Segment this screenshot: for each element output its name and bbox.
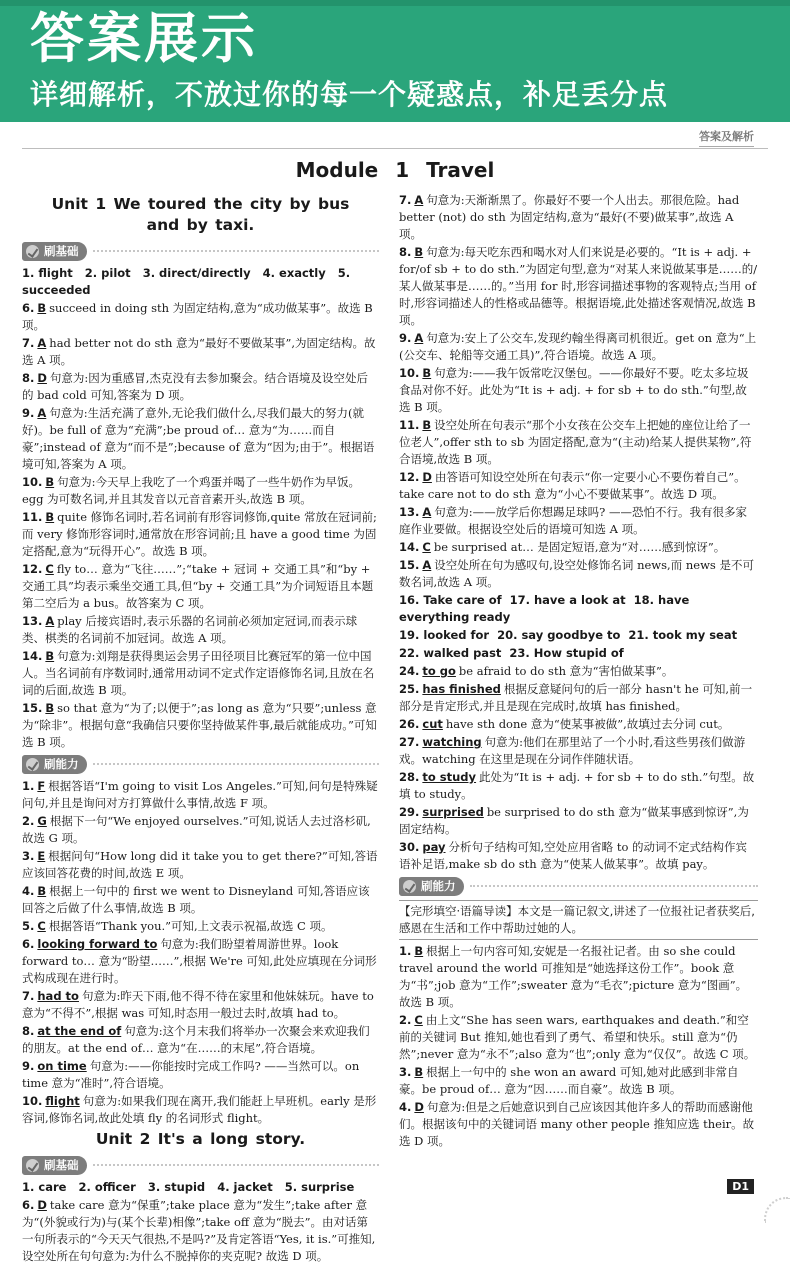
ability-badge: 刷能力 — [22, 755, 87, 774]
item-number: 4. — [22, 884, 35, 898]
item-answer: B — [414, 1065, 424, 1079]
unit1-title-line1: Unit 1 We toured the city by bus — [51, 195, 350, 213]
item-explanation: 句意为:但是之后她意识到自己应该因其他许多人的帮助而感谢他们。根据该句中的关键词语 many other people 推知应选 their。故选 D 项。 — [399, 1100, 755, 1148]
answer-item — [22, 370, 379, 404]
item-explanation: be afraid to do sth 意为“害怕做某事”。 — [458, 664, 674, 678]
answer-item — [22, 561, 379, 612]
banner-title: 答案展示 — [30, 7, 258, 70]
item-explanation: 句意为:每天吃东西和喝水对人们来说是必要的。“It is + adj. + for/of sb + to do sth.”为固定句型,意为“对某人来说做某事是……的/某人做某事是……的。”当用 for 时,形容词描述事物的客观特点;当用 of 时,形容词描述人的性格或品德等。根据语境,此处描述客观情况,故选 B 项。 — [399, 245, 758, 327]
unit1-title-line2: and by taxi. — [146, 216, 255, 234]
item-explanation: had better not do sth 意为“最好不要做某事”,为固定结构。故选 A 项。 — [22, 336, 376, 367]
fill-answer: 1. flight — [22, 266, 73, 280]
item-answer: surprised — [422, 805, 484, 819]
item-answer: A — [37, 336, 47, 350]
item-explanation: 由答语可知设空处所在句表示“你一定要小心不要伤着自己”。take care not to do sth 意为“小心不要做某事”。故选 D 项。 — [399, 470, 746, 501]
header-banner — [0, 0, 790, 122]
answer-item — [399, 539, 758, 556]
fill-answer: 21. took my seat — [628, 628, 738, 642]
item-number: 3. — [22, 849, 35, 863]
item-answer: B — [45, 510, 55, 524]
item-answer: B — [37, 884, 47, 898]
item-answer: flight — [45, 1094, 80, 1108]
item-explanation: have sth done 意为“使某事被做”,故填过去分词 cut。 — [445, 717, 730, 731]
answer-item: 6. D take care 意为“保重”;take place 意为“发生”;take after 意为“(外貌或行为)与(某个长辈)相像”;take off 意为“脱去”。由对话第一句所表示的“今天天气很热,不是吗?”及肯定答语“Yes, it is.”可推知,设空处所在句句意为:为什么不脱掉你的夹克呢? 故选 D 项。 — [22, 1198, 376, 1263]
answer-item — [399, 1012, 758, 1063]
answer-item — [399, 244, 758, 329]
item-number: 26. — [399, 717, 420, 731]
item-explanation: 根据上一句中的 she won an award 可知,她对此感到非常自豪。be proud of… 意为“因……而自豪”。故选 B 项。 — [399, 1065, 739, 1096]
answer-item — [399, 663, 758, 680]
item-number: 10. — [22, 475, 43, 489]
module-title: Module 1 Travel — [295, 158, 495, 182]
item-number: 12. — [399, 470, 420, 484]
item-answer: E — [37, 849, 46, 863]
item-explanation: succeed in doing sth 为固定结构,意为“成功做某事”。故选 B 项。 — [22, 301, 373, 332]
item-answer: F — [37, 779, 46, 793]
answer-item — [22, 300, 379, 334]
item-explanation: 句意为:天渐渐黑了。你最好不要一个人出去。那很危险。had better (not) do sth 为固定结构,意为“最好(不要)做某事”,故选 A 项。 — [399, 193, 740, 241]
answer-item — [22, 648, 379, 699]
item-answer: had to — [37, 989, 79, 1003]
item-number: 28. — [399, 770, 420, 784]
item-explanation: 句意为:这个月末我们将举办一次聚会来欢迎我们的朋友。at the end of… 意为“在……的末尾”,符合语境。 — [22, 1024, 370, 1055]
item-answer: B — [45, 475, 55, 489]
item-answer: D — [37, 371, 47, 385]
item-number: 6. — [22, 937, 35, 951]
item-answer: A — [45, 614, 55, 628]
answer-item — [22, 405, 379, 473]
item-explanation: 设空处所在句表示“那个小女孩在公交车上把她的座位让给了一位老人”,offer sth to sb 为固定搭配,意为“(主动)给某人提供某物”,符合语境,故选 B 项。 — [399, 418, 752, 466]
item-number: 15. — [22, 701, 43, 715]
answer-item — [22, 335, 379, 369]
item-number: 29. — [399, 805, 420, 819]
fill-answer: 19. looked for — [399, 628, 490, 642]
item-explanation: 句意为:——你能按时完成工作吗? ——当然可以。on time 意为“准时”,符合语境。 — [22, 1059, 360, 1090]
fill-answer: 17. have a look at — [509, 593, 626, 607]
item-number: 14. — [399, 540, 420, 554]
item-number: 11. — [22, 510, 43, 524]
fill-answer: 3. stupid — [147, 1180, 206, 1194]
item-number: 2. — [399, 1013, 412, 1027]
fill-answer: 2. officer — [78, 1180, 136, 1194]
item-number: 3. — [399, 1065, 412, 1079]
item-number: 4. — [399, 1100, 412, 1114]
item-number: 7. — [399, 193, 412, 207]
corner-decoration — [764, 1197, 790, 1223]
answer-item — [22, 988, 379, 1022]
item-explanation: 句意为:他们在那里站了一个小时,看这些男孩们做游戏。watching 在这里是现在分词作伴随状语。 — [399, 735, 746, 766]
item-explanation: 句意为:我们盼望着周游世界。look forward to… 意为“盼望……”,根据 We're 可知,此处应填现在分词形式构成现在进行时。 — [22, 937, 377, 985]
basic-badge: 刷基础 — [22, 1156, 87, 1175]
item-answer: A — [414, 193, 424, 207]
item-explanation: 句意为:今天早上我吃了一个鸡蛋并喝了一些牛奶作为早饭。egg 为可数名词,并且其发音以元音音素开头,故选 B 项。 — [22, 475, 361, 506]
fill-answer: 5. succeeded — [22, 266, 351, 297]
item-answer: cut — [422, 717, 443, 731]
answer-item — [399, 557, 758, 591]
item-number: 14. — [22, 649, 43, 663]
item-explanation: 句意为:因为重感冒,杰克没有去参加聚会。结合语境及设空处后的 bad cold 可知,答案为 D 项。 — [22, 371, 368, 402]
item-number: 8. — [22, 1024, 35, 1038]
unit1-ability-list — [22, 778, 379, 1127]
item-number: 10. — [22, 1094, 43, 1108]
answer-item — [399, 330, 758, 364]
item-number: 12. — [22, 562, 43, 576]
item-number: 8. — [22, 371, 35, 385]
item-answer: B — [45, 649, 55, 663]
answer-item — [22, 936, 379, 987]
fill-answer: 18. have everything ready — [399, 593, 690, 624]
unit1-basic-header — [22, 240, 379, 262]
pencil-check-icon — [403, 880, 416, 893]
answer-item — [399, 943, 758, 1011]
dotted-divider — [93, 1164, 380, 1166]
fill-answer: 20. say goodbye to — [497, 628, 621, 642]
item-answer: watching — [422, 735, 482, 749]
item-answer: A — [37, 406, 47, 420]
item-explanation: fly to… 意为“飞往……”;“take + 冠词 + 交通工具”和“by + 交通工具”均表示乘坐交通工具,但“by + 交通工具”为介词短语且本题第二空后为 a bus。故答案为 C 项。 — [22, 562, 374, 610]
answer-item — [22, 778, 379, 812]
answer-item — [399, 734, 758, 768]
unit1-ability-header — [22, 753, 379, 775]
item-explanation: 根据反意疑问句的后一部分 hasn't he 可知,前一部分是肯定形式,并且是现在完成时,故填 has finished。 — [399, 682, 753, 713]
item-explanation: 句意为:昨天下雨,他不得不待在家里和他妹妹玩。have to 意为“不得不”,根据 was 可知,时态用一般过去时,故填 had to。 — [22, 989, 374, 1020]
answer-item — [22, 1093, 379, 1127]
fill-answer: 3. direct/directly — [142, 266, 251, 280]
item-number: 13. — [22, 614, 43, 628]
item-answer: to go — [422, 664, 456, 678]
item-number: 10. — [399, 366, 420, 380]
fill-answer: 2. pilot — [84, 266, 131, 280]
unit2-ability-header — [399, 875, 758, 897]
answer-item — [399, 1064, 758, 1098]
item-number: 6. — [22, 301, 35, 315]
answer-item — [22, 883, 379, 917]
answer-item — [22, 613, 379, 647]
unit2-phrase-lines — [399, 592, 758, 662]
item-answer: C — [37, 919, 46, 933]
unit2-ability-list — [399, 943, 758, 1150]
item-number: 24. — [399, 664, 420, 678]
answer-item — [399, 192, 758, 243]
item-answer: B — [422, 366, 432, 380]
answer-item — [22, 509, 379, 560]
header-divider — [22, 148, 768, 149]
item-answer: B — [422, 418, 432, 432]
unit1-title — [22, 194, 379, 236]
answer-item — [399, 1099, 758, 1150]
item-number: 5. — [22, 919, 35, 933]
item-answer: A — [422, 558, 432, 572]
answer-item — [22, 1023, 379, 1057]
unit1-basic-fill-line — [22, 265, 379, 299]
answer-item — [399, 716, 758, 733]
unit1-basic-list — [22, 300, 379, 751]
item-explanation: 句意为:生活充满了意外,无论我们做什么,尽我们最大的努力(就好)。be full of 意为“充满”;be proud of… 意为“为……而自豪”;instead of 意为“而不是”;because of 意为“因为;由于”。根据语境可知,答案为 A 项。 — [22, 406, 375, 471]
item-explanation: 句意为:——我午饭常吃汉堡包。——你最好不要。吃太多垃圾食品对你不好。此处为“It is + adj. + for sb + to do sth.”句型,故选 B 项。 — [399, 366, 749, 414]
ability-badge: 刷能力 — [399, 877, 464, 896]
item-answer: to study — [422, 770, 477, 784]
pencil-check-icon — [26, 1159, 39, 1172]
item-explanation: 根据答语“I'm going to visit Los Angeles.”可知,问句是特殊疑问句,并且是询问对方打算做什么事情,故选 F 项。 — [22, 779, 378, 810]
answer-item — [399, 417, 758, 468]
item-explanation: 句意为:如果我们现在离开,我们能赶上早班机。early 是形容词,修饰名词,故此处填 fly 的名词形式 flight。 — [22, 1094, 377, 1125]
item-number: 25. — [399, 682, 420, 696]
answer-item — [22, 848, 379, 882]
fill-answer: 4. jacket — [217, 1180, 273, 1194]
item-explanation: 句意为:——放学后你想踢足球吗? ——恐怕不行。我有很多家庭作业要做。根据设空处后的语境可知选 A 项。 — [399, 505, 747, 536]
right-column — [399, 192, 758, 1151]
item-answer: pay — [422, 840, 446, 854]
item-number: 1. — [22, 779, 35, 793]
item-number: 7. — [22, 336, 35, 350]
item-number: 8. — [399, 245, 412, 259]
item-explanation: 根据答语“Thank you.”可知,上文表示祝福,故选 C 项。 — [48, 919, 333, 933]
item-answer: B — [37, 301, 47, 315]
item-number: 9. — [22, 1059, 35, 1073]
answer-item — [399, 365, 758, 416]
fill-answer: 4. exactly — [262, 266, 326, 280]
item-explanation: 根据下一句“We enjoyed ourselves.”可知,说话人去过洛杉矶,故选 G 项。 — [22, 814, 371, 845]
item-answer: G — [37, 814, 47, 828]
answer-item — [22, 700, 379, 751]
answer-item — [399, 839, 758, 873]
item-number: 15. — [399, 558, 420, 572]
dotted-divider — [93, 763, 380, 765]
item-number: 2. — [22, 814, 35, 828]
item-explanation: 根据上一句内容可知,安妮是一名报社记者。由 so she could travel around the world 可推知是“她选择这份工作”。book 意为“书”;job 意为“工作”;sweater 意为“毛衣”;picture 意为“图画”。故选 B 项。 — [399, 944, 748, 1009]
item-answer: B — [414, 944, 424, 958]
item-number: 9. — [399, 331, 412, 345]
item-answer: B — [45, 701, 55, 715]
unit2-basic-header — [22, 1154, 379, 1176]
fill-answer: 16. Take care of — [399, 593, 502, 607]
item-explanation: quite 修饰名词时,若名词前有形容词修饰,quite 常放在冠词前;而 very 修饰形容词时,通常放在形容词前;且 have a good time 为固定搭配,意为“玩得开心”。故选 B 项。 — [22, 510, 377, 558]
item-answer: C — [422, 540, 431, 554]
phrase-answer-line — [399, 592, 758, 626]
unit2-title: Unit 2 It's a long story. — [95, 1130, 306, 1148]
item-explanation: 此处为“It is + adj. + for sb + to do sth.”句型。故填 to study。 — [399, 770, 755, 801]
item-answer: has finished — [422, 682, 501, 696]
item-answer: at the end of — [37, 1024, 122, 1038]
basic-badge: 刷基础 — [22, 242, 87, 261]
page-number: D1 — [727, 1179, 754, 1194]
answer-item — [399, 769, 758, 803]
answer-item — [399, 804, 758, 838]
item-answer: A — [414, 331, 424, 345]
item-explanation: 句意为:安上了公交车,发现约翰坐得离司机很近。get on 意为“上(公交车、轮船等交通工具)”,符合语境。故选 A 项。 — [399, 331, 757, 362]
item-explanation: 根据上一句中的 first we went to Disneyland 可知,答语应该回答之后做了什么事情,故选 B 项。 — [22, 884, 370, 915]
pencil-check-icon — [26, 245, 39, 258]
item-explanation: 句意为:刘翔是获得奥运会男子田径项目比赛冠军的第一位中国人。当名词前有序数词时,通常用动词不定式作定语修饰名词,且放在名词的后面,故选 B 项。 — [22, 649, 375, 697]
unit2-basic-fill-line — [22, 1179, 379, 1196]
item-answer: C — [414, 1013, 423, 1027]
item-number: 27. — [399, 735, 420, 749]
fill-answer: 22. walked past — [399, 646, 502, 660]
answer-item — [22, 813, 379, 847]
item-explanation: so that 意为“为了;以便于”;as long as 意为“只要”;unless 意为“除非”。根据句意“我确信只要你坚持做某件事,最后就能成功。”可知选 B 项。 — [22, 701, 377, 749]
item-explanation: be surprised at… 是固定短语,意为“对……感到惊讶”。 — [433, 540, 726, 554]
item-number: 9. — [22, 406, 35, 420]
item-answer: D — [414, 1100, 424, 1114]
item-explanation: 由上文“She has seen wars, earthquakes and death.”和空前的关键词 But 推知,她也看到了勇气、希望和快乐。still 意为“仍然”;never 意为“永不”;also 意为“也”;only 意为“仅仅”。故选 C 项。 — [399, 1013, 756, 1061]
item-answer: on time — [37, 1059, 87, 1073]
answer-item — [399, 504, 758, 538]
answer-item — [399, 469, 758, 503]
item-number: 7. — [22, 989, 35, 1003]
fill-answer: 23. How stupid of — [509, 646, 624, 660]
passage-intro: 【完形填空·语篇导读】本文是一篇记叙文,讲述了一位报社记者获奖后,感恩在生活和工作中帮助过她的人。 — [399, 900, 758, 940]
answer-item — [22, 474, 379, 508]
unit2-fill-list — [399, 663, 758, 873]
item-answer: D — [422, 470, 432, 484]
unit2-basic-list — [399, 192, 758, 591]
answer-item — [399, 681, 758, 715]
item-number: 11. — [399, 418, 420, 432]
phrase-answer-line — [399, 645, 758, 662]
item-explanation: 设空处所在句为感叹句,设空处修饰名词 news,而 news 是不可数名词,故选 A 项。 — [399, 558, 754, 589]
item-answer: B — [414, 245, 424, 259]
item-explanation: 根据问句“How long did it take you to get there?”可知,答语应该回答花费的时间,故选 E 项。 — [22, 849, 378, 880]
banner-subtitle: 详细解析，不放过你的每一个疑惑点，补足丢分点 — [30, 78, 669, 111]
item-explanation: 分析句子结构可知,空处应用省略 to 的动词不定式结构作宾语补足语,make sb do sth 意为“使某人做某事”。故填 pay。 — [399, 840, 748, 871]
answer-item — [22, 918, 379, 935]
left-column — [22, 192, 379, 1266]
answer-item — [22, 1058, 379, 1092]
item-explanation: play 后接宾语时,表示乐器的名词前必须加定冠词,而表示球类、棋类的名词前不加冠词。故选 A 项。 — [22, 614, 358, 645]
phrase-answer-line — [399, 627, 758, 644]
section-tag: 答案及解析 — [699, 128, 754, 147]
item-number: 1. — [399, 944, 412, 958]
item-number: 13. — [399, 505, 420, 519]
item-answer: looking forward to — [37, 937, 158, 951]
dotted-divider — [470, 885, 759, 887]
item-number: 30. — [399, 840, 420, 854]
item-answer: A — [422, 505, 432, 519]
fill-answer: 5. surprise — [284, 1180, 355, 1194]
pencil-check-icon — [26, 758, 39, 771]
dotted-divider — [93, 250, 380, 252]
item-answer: C — [45, 562, 54, 576]
fill-answer: 1. care — [22, 1180, 67, 1194]
item-explanation: be surprised to do sth 意为“做某事感到惊讶”,为固定结构。 — [399, 805, 749, 836]
